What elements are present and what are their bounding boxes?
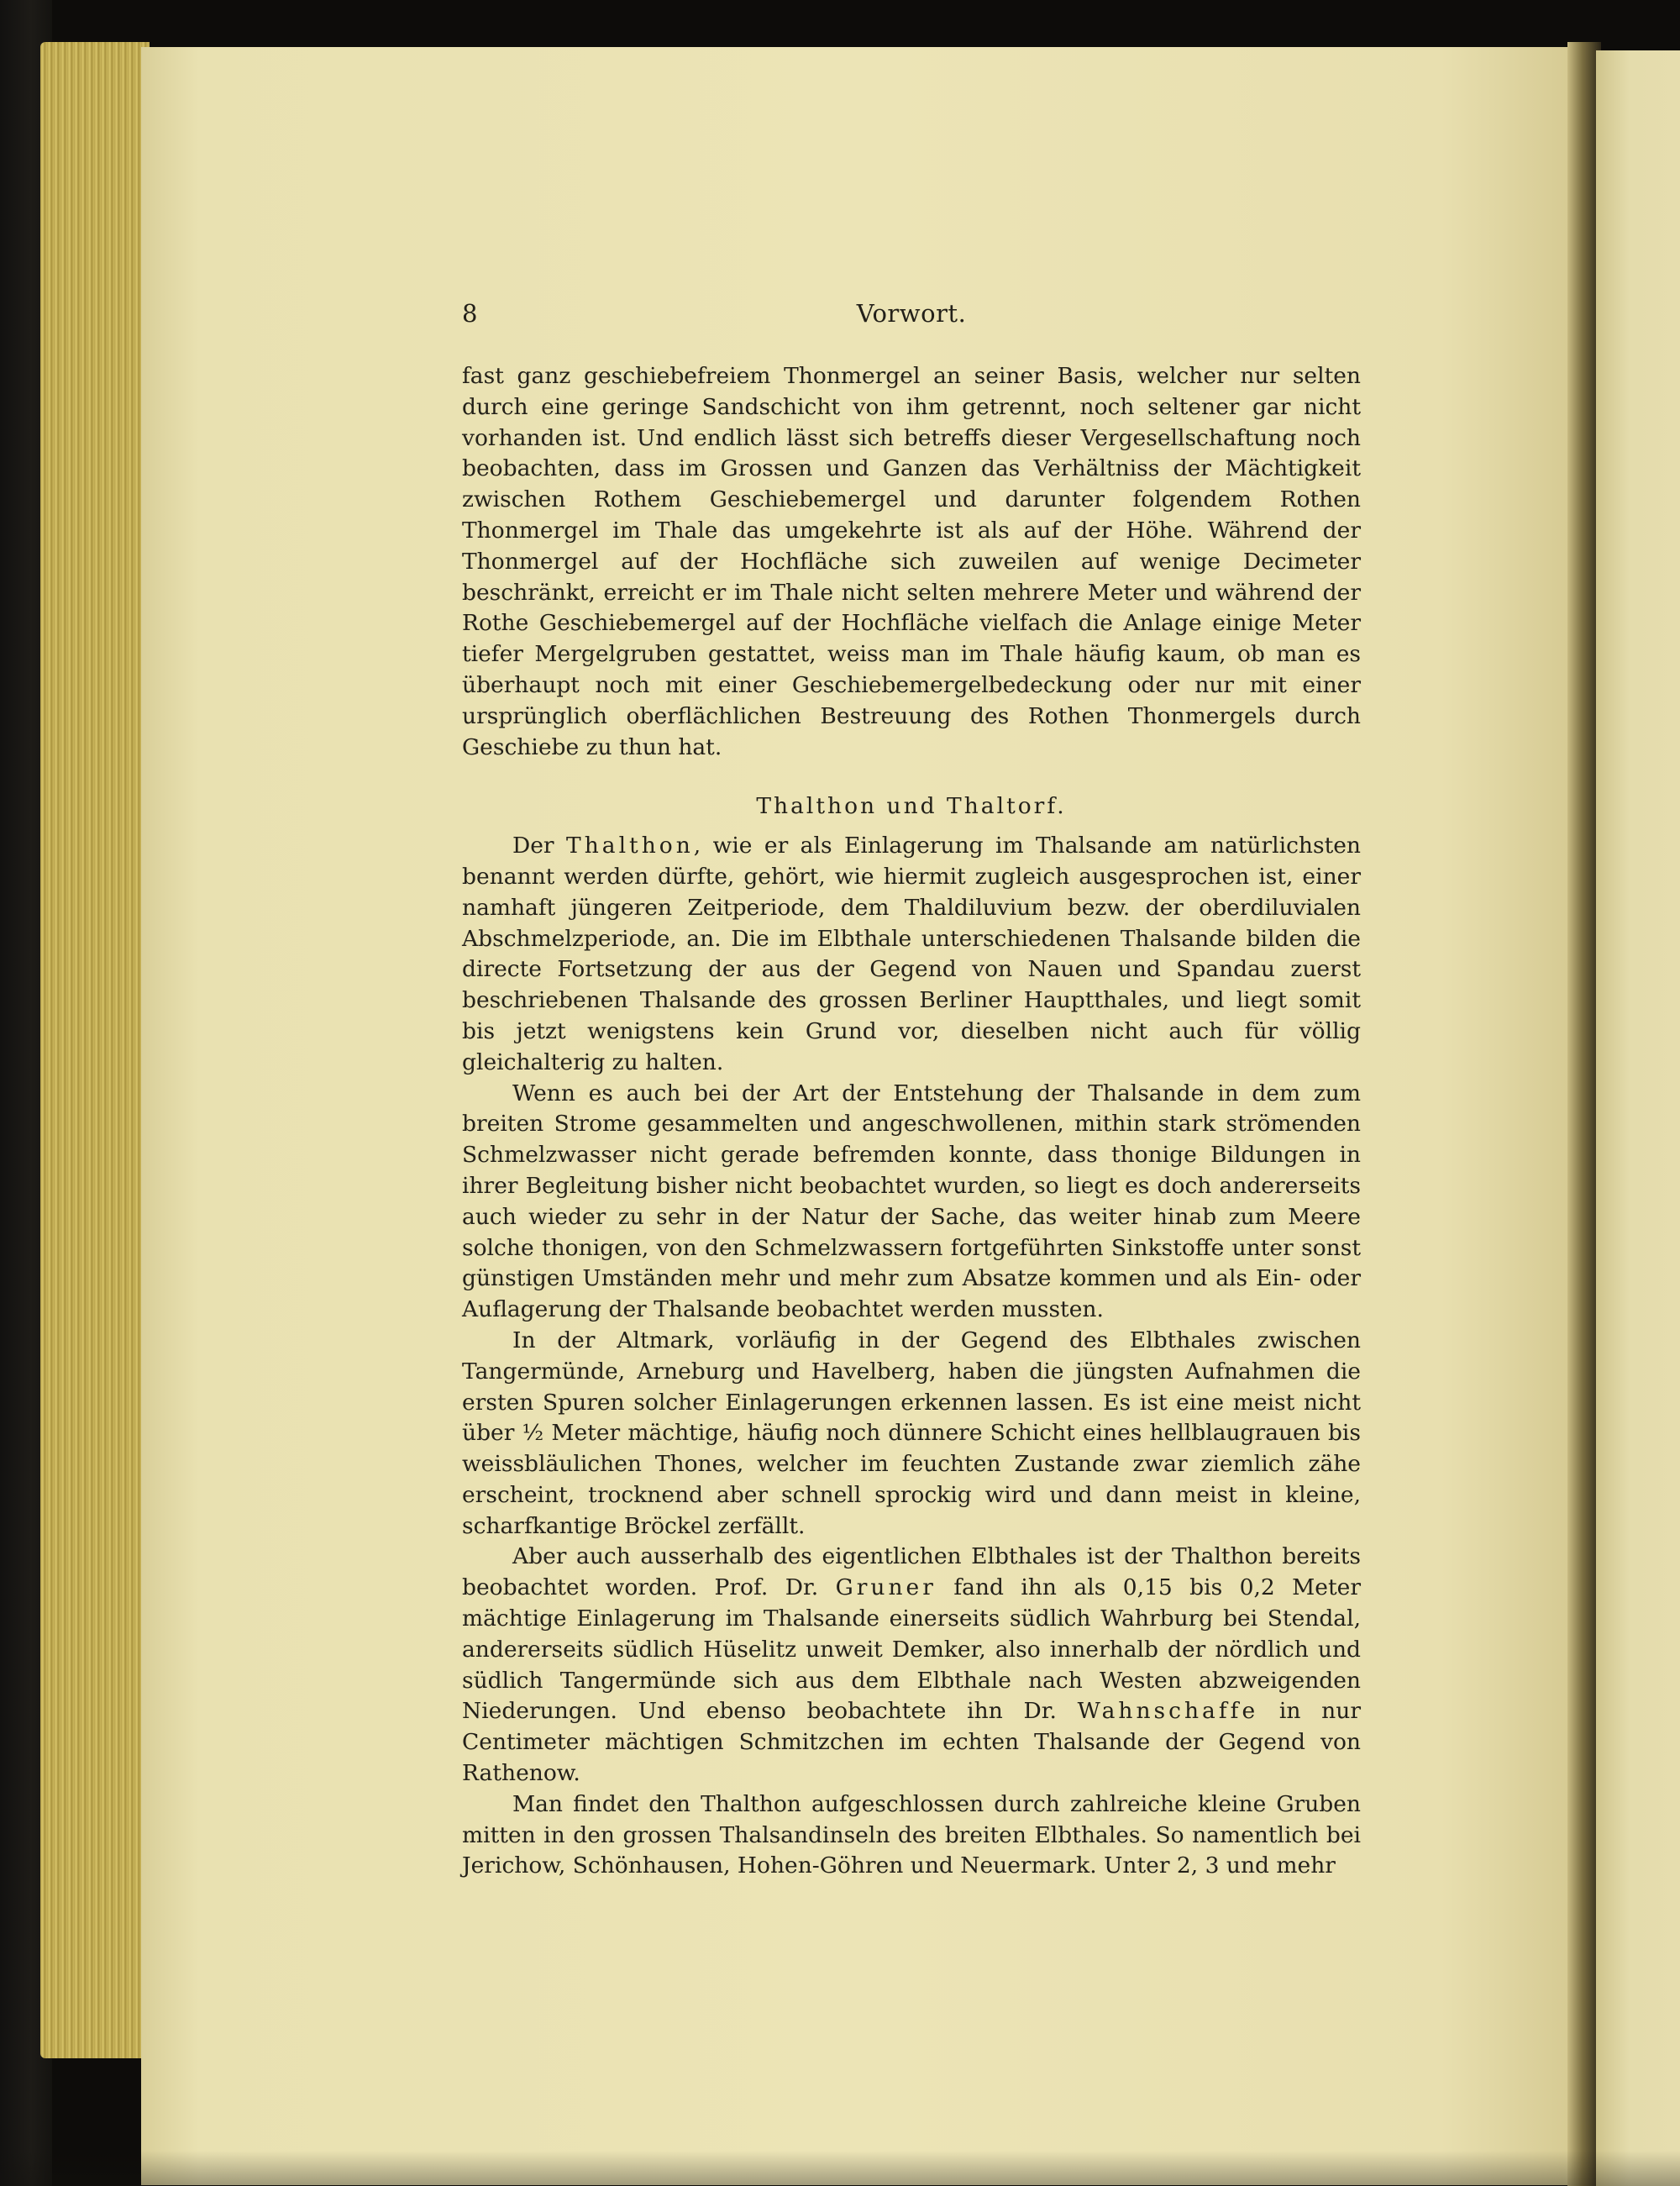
paragraph-2 — [462, 831, 1361, 1078]
bottom-shadow — [0, 2151, 1680, 2186]
paragraph-5-end: in nur Centimeter mächtigen Schmitzchen im echten Thalsande der Gegend von Rathenow. — [462, 1698, 1361, 1787]
paragraph-4: In der Altmark, vorläufig in der Gegend des Elbthales zwischen Tangermünde, Arneburg und Havelberg, haben die jüngsten Aufnahmen die ersten Spuren solcher Einlagerungen erkennen lassen. Es ist eine meist nicht über ½ Meter mächtige, häufig noch dünnere Schicht eines hellblaugrauen bis weissbläulichen Thones, welcher im feuchten Zustande zwar ziemlich zähe erscheint, trocknend aber schnell sprockig wird und dann meist in kleine, scharfkantige Bröckel zerfällt. — [462, 1327, 1361, 1539]
name-wahnschaffe: Wahnschaffe — [1077, 1698, 1259, 1725]
name-gruner: Gruner — [835, 1574, 937, 1601]
paragraph-5 — [462, 1542, 1361, 1789]
section-heading: Thalthon und Thaltorf. — [756, 793, 1067, 820]
paragraph-1: fast ganz geschiebefreiem Thonmergel an seiner Basis, welcher nur selten durch eine geringe Sandschicht von ihm getrennt, noch seltener gar nicht vorhanden ist. Und endlich lässt sich betreffs dieser Vergesellschaftung noch beobachten, dass im Grossen und Ganzen das Verhältniss der Mächtigkeit zwischen Rothem Geschiebemergel und darunter folgendem Rothen Thonmergel im Thale das umgekehrte ist als auf der Höhe. Während der Thonmergel auf der Hochfläche sich zuweilen auf wenige Decimeter beschränkt, erreicht er im Thale nicht selten mehrere Meter und während der Rothe Geschiebemergel auf der Hochfläche vielfach die Anlage einige Meter tiefer Mergelgruben gestattet, weiss man im Thale häufig kaum, ob man es überhaupt noch mit einer Geschiebemergelbedeckung oder nur mit einer ursprünglich oberflächlichen Bestreuung des Rothen Thonmergels durch Geschiebe zu thun hat. — [462, 363, 1361, 760]
paragraph-3: Wenn es auch bei der Art der Entstehung der Thalsande in dem zum breiten Strome gesammelten und angeschwollenen, mithin stark strömenden Schmelzwasser nicht gerade befremden konnte, dass thonige Bildungen in ihrer Begleitung bisher nicht beobachtet wurden, so liegt es doch andererseits auch wieder zu sehr in der Natur der Sache, das weiter hinab zum Meere solche thonigen, von den Schmelzwassern fortgeführten Sinkstoffe unter sonst günstigen Umständen mehr und mehr zum Absatze kommen und als Ein- oder Auflagerung der Thalsande beobachtet werden mussten. — [462, 1080, 1361, 1323]
page-number: 8 — [462, 299, 478, 328]
page-edges-gilt — [40, 42, 150, 2058]
paragraph-6: Man findet den Thalthon aufgeschlossen durch zahlreiche kleine Gruben mitten in den grossen Thalsandinseln des breiten Elbthales. So namentlich bei Jerichow, Schönhausen, Hohen-Göhren und Neuermark. Unter 2, 3 und mehr — [462, 1790, 1361, 1879]
facing-page-edge — [1596, 50, 1680, 2186]
paragraph-5-start: Aber auch ausserhalb des eigentlichen Elbthales ist der Thalthon bereits beobachtet worden. Prof. Dr. — [462, 1543, 1361, 1601]
paragraph-2-start: Der — [512, 833, 567, 859]
term-thalthon: Thalthon — [566, 833, 694, 859]
running-title: Vorwort. — [856, 299, 967, 328]
running-header — [462, 299, 1361, 339]
body-text — [462, 361, 1361, 1882]
paragraph-5-middle: fand ihn als 0,15 bis 0,2 Meter mächtige Einlagerung im Thalsande einerseits südlich Wahrburg bei Stendal, andererseits südlich Hüselitz unweit Demker, also innerhalb der nördlich und südlich Tangermünde sich aus dem Elbthale nach Westen abzweigenden Niederungen. Und ebenso beobachtete ihn Dr. — [462, 1574, 1361, 1725]
paragraph-2-rest: , wie er als Einlagerung im Thalsande am natürlichsten benannt werden dürfte, gehört, wie hiermit zugleich ausgesprochen ist, einer namhaft jüngeren Zeitperiode, dem Thaldiluvium bezw. der oberdiluvialen Abschmelzperiode, an. Die im Elbthale unterschiedenen Thalsande bilden die directe Fortsetzung der aus der Gegend von Nauen und Spandau zuerst beschriebenen Thalsande des grossen Berliner Hauptthales, und liegt somit bis jetzt wenigstens kein Grund vor, dieselben nicht auch für völlig gleichalterig zu halten. — [462, 833, 1362, 1075]
